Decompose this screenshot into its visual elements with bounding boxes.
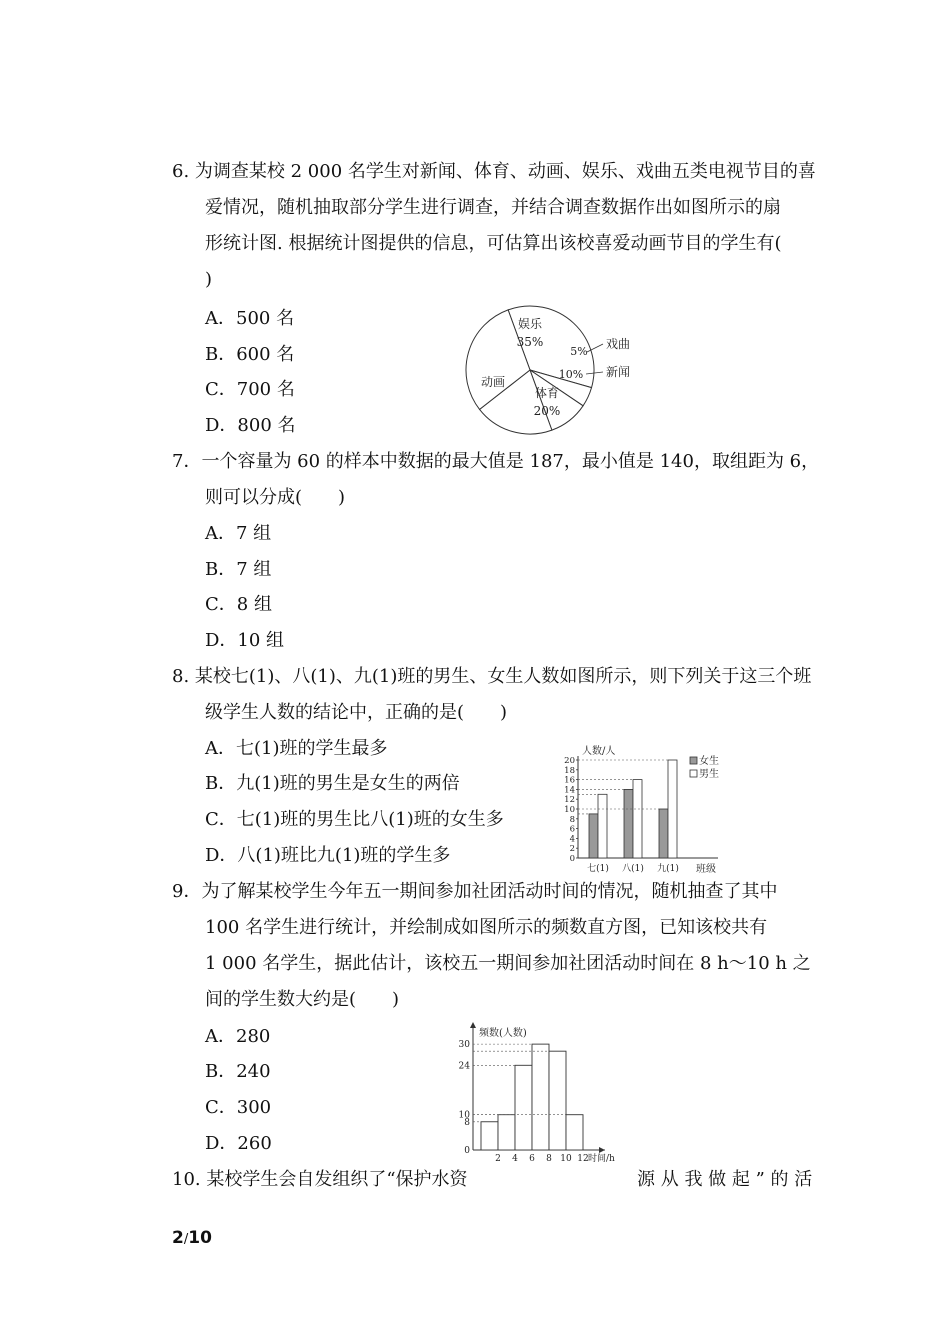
hist-ytick-label-1: 8 — [464, 1117, 470, 1128]
hist-ytick-label-0: 0 — [464, 1146, 470, 1156]
hist-ytick-label-2: 10 — [458, 1110, 470, 1121]
pie-name-4: 体育 — [534, 386, 560, 400]
pie-name-3: 新闻 — [606, 365, 631, 379]
q6-option-d: D．800 名 — [205, 415, 296, 436]
hist-xtick-label-0: 2 — [495, 1154, 501, 1164]
pie-value-4: 20% — [533, 404, 561, 418]
q7-option-b: B．7 组 — [205, 559, 272, 580]
q10-left-text: 10. 某校学生会自发组织了“保护水资 — [172, 1169, 468, 1190]
q6-line-3: 形统计图. 根据统计图提供的信息，可估算出该校喜爱动画节目的学生有( — [205, 233, 782, 254]
q9-line-3: 1 000 名学生，据此估计，该校五一期间参加社团活动时间在 8 h～10 h 之 — [205, 953, 811, 974]
q7-option-a: A．7 组 — [205, 523, 272, 544]
q9-option-a: A．280 — [205, 1026, 271, 1047]
q6-line-1: 6. 为调查某校 2 000 名学生对新闻、体育、动画、娱乐、戏曲五类电视节目的喜 — [172, 161, 816, 182]
legend-swatch-1 — [690, 757, 697, 764]
bar-ytick-label-10: 20 — [564, 756, 575, 766]
q8-line-1: 8. 某校七(1)、八(1)、九(1)班的男生、女生人数如图所示，则下列关于这三个班 — [172, 666, 812, 687]
page-current: 2 — [172, 1228, 184, 1248]
pie-name-2: 戏曲 — [606, 337, 631, 351]
legend-label-2: 男生 — [699, 769, 719, 780]
bar-male-1 — [598, 794, 607, 858]
hist-xtick-label-2: 6 — [529, 1154, 535, 1164]
q8-line-2: 级学生人数的结论中，正确的是( ) — [205, 702, 508, 723]
hist-ytick-label-4: 30 — [458, 1040, 470, 1051]
q9-line-2: 100 名学生进行统计，并绘制成如图所示的频数直方图，已知该校共有 — [205, 917, 768, 938]
bar-ytick-label-8: 16 — [564, 775, 575, 786]
q9-option-c: C．300 — [205, 1097, 272, 1118]
hist-bar-3 — [515, 1065, 532, 1150]
q6-option-c: C．700 名 — [205, 379, 295, 400]
hist-ytick-label-3: 24 — [458, 1061, 470, 1072]
bar-male-3 — [668, 760, 677, 858]
hist-xtick-label-1: 4 — [512, 1154, 518, 1164]
bar-category-2: 八(1) — [622, 864, 644, 874]
pie-name-5: 动画 — [480, 375, 506, 389]
legend-swatch-2 — [690, 770, 697, 777]
q10-right-text: 源 从 我 做 起 ” 的 活 — [637, 1169, 813, 1190]
bar-female-1 — [589, 814, 598, 858]
q9-option-d: D．260 — [205, 1133, 272, 1154]
q8-option-c: C．七(1)班的男生比八(1)班的女生多 — [205, 809, 504, 830]
hist-xlabel: 时间/h — [588, 1154, 615, 1164]
hist-bar-6 — [566, 1115, 583, 1150]
q9-line-4: 间的学生数大约是( ) — [205, 989, 400, 1010]
hist-xtick-label-3: 8 — [546, 1154, 552, 1164]
q8-option-a: A．七(1)班的学生最多 — [205, 738, 388, 759]
q9-line-1: 9．为了解某校学生今年五一期间参加社团活动时间的情况，随机抽查了其中 — [172, 881, 778, 902]
bar-female-2 — [624, 789, 633, 858]
bar-male-2 — [633, 780, 642, 858]
histogram-chart — [445, 1020, 635, 1170]
pie-chart — [455, 300, 675, 440]
bar-ytick-label-2: 4 — [569, 834, 575, 845]
q6-option-a: A．500 名 — [205, 308, 295, 329]
hist-bar-1 — [481, 1122, 498, 1150]
q6-line-4: ) — [205, 269, 213, 290]
page-total: 10 — [188, 1228, 212, 1248]
hist-ylabel: 频数(人数) — [479, 1028, 527, 1039]
page-number — [172, 1228, 212, 1248]
pie-name-1: 娱乐 — [517, 317, 543, 331]
bar-ytick-label-9: 18 — [564, 765, 575, 776]
bar-ytick-label-1: 2 — [569, 844, 575, 855]
q7-option-d: D．10 组 — [205, 630, 285, 651]
pie-value-1: 35% — [516, 335, 544, 349]
bar-category-3: 九(1) — [657, 864, 679, 874]
q7-option-c: C．8 组 — [205, 594, 272, 615]
legend-label-1: 女生 — [699, 756, 719, 767]
pie-value-2: 5% — [570, 345, 588, 358]
bar-xlabel: 班级 — [696, 864, 716, 875]
hist-y-arrow — [470, 1022, 476, 1028]
bar-ylabel: 人数/人 — [582, 746, 616, 757]
q8-option-b: B．九(1)班的男生是女生的两倍 — [205, 773, 460, 794]
bar-ytick-label-7: 14 — [564, 785, 575, 796]
q6-line-2: 爱情况，随机抽取部分学生进行调查，并结合调查数据作出如图所示的扇 — [205, 197, 781, 218]
class-bar-chart — [560, 742, 730, 878]
q7-line-1: 7．一个容量为 60 的样本中数据的最大值是 187，最小值是 140，取组距为 6， — [172, 451, 820, 472]
hist-bar-2 — [498, 1115, 515, 1150]
bar-ytick-label-3: 6 — [569, 824, 575, 835]
hist-x-arrow — [599, 1147, 605, 1153]
hist-xtick-label-5: 12 — [577, 1154, 589, 1164]
q6-option-b: B．600 名 — [205, 344, 295, 365]
bar-ytick-label-0: 0 — [569, 854, 575, 864]
pie-value-3: 10% — [558, 368, 584, 381]
q9-option-b: B．240 — [205, 1061, 271, 1082]
hist-bar-5 — [549, 1051, 566, 1150]
bar-ytick-label-5: 10 — [564, 805, 575, 815]
bar-ytick-label-6: 12 — [564, 795, 575, 806]
q7-line-2: 则可以分成( ) — [205, 487, 346, 508]
hist-xtick-label-4: 10 — [560, 1154, 572, 1164]
hist-bar-4 — [532, 1044, 549, 1150]
bar-female-3 — [659, 809, 668, 858]
bar-category-1: 七(1) — [587, 864, 609, 874]
bar-ytick-label-4: 8 — [569, 814, 575, 825]
page-separator: / — [183, 1232, 189, 1247]
q8-option-d: D．八(1)班比九(1)班的学生多 — [205, 845, 451, 866]
